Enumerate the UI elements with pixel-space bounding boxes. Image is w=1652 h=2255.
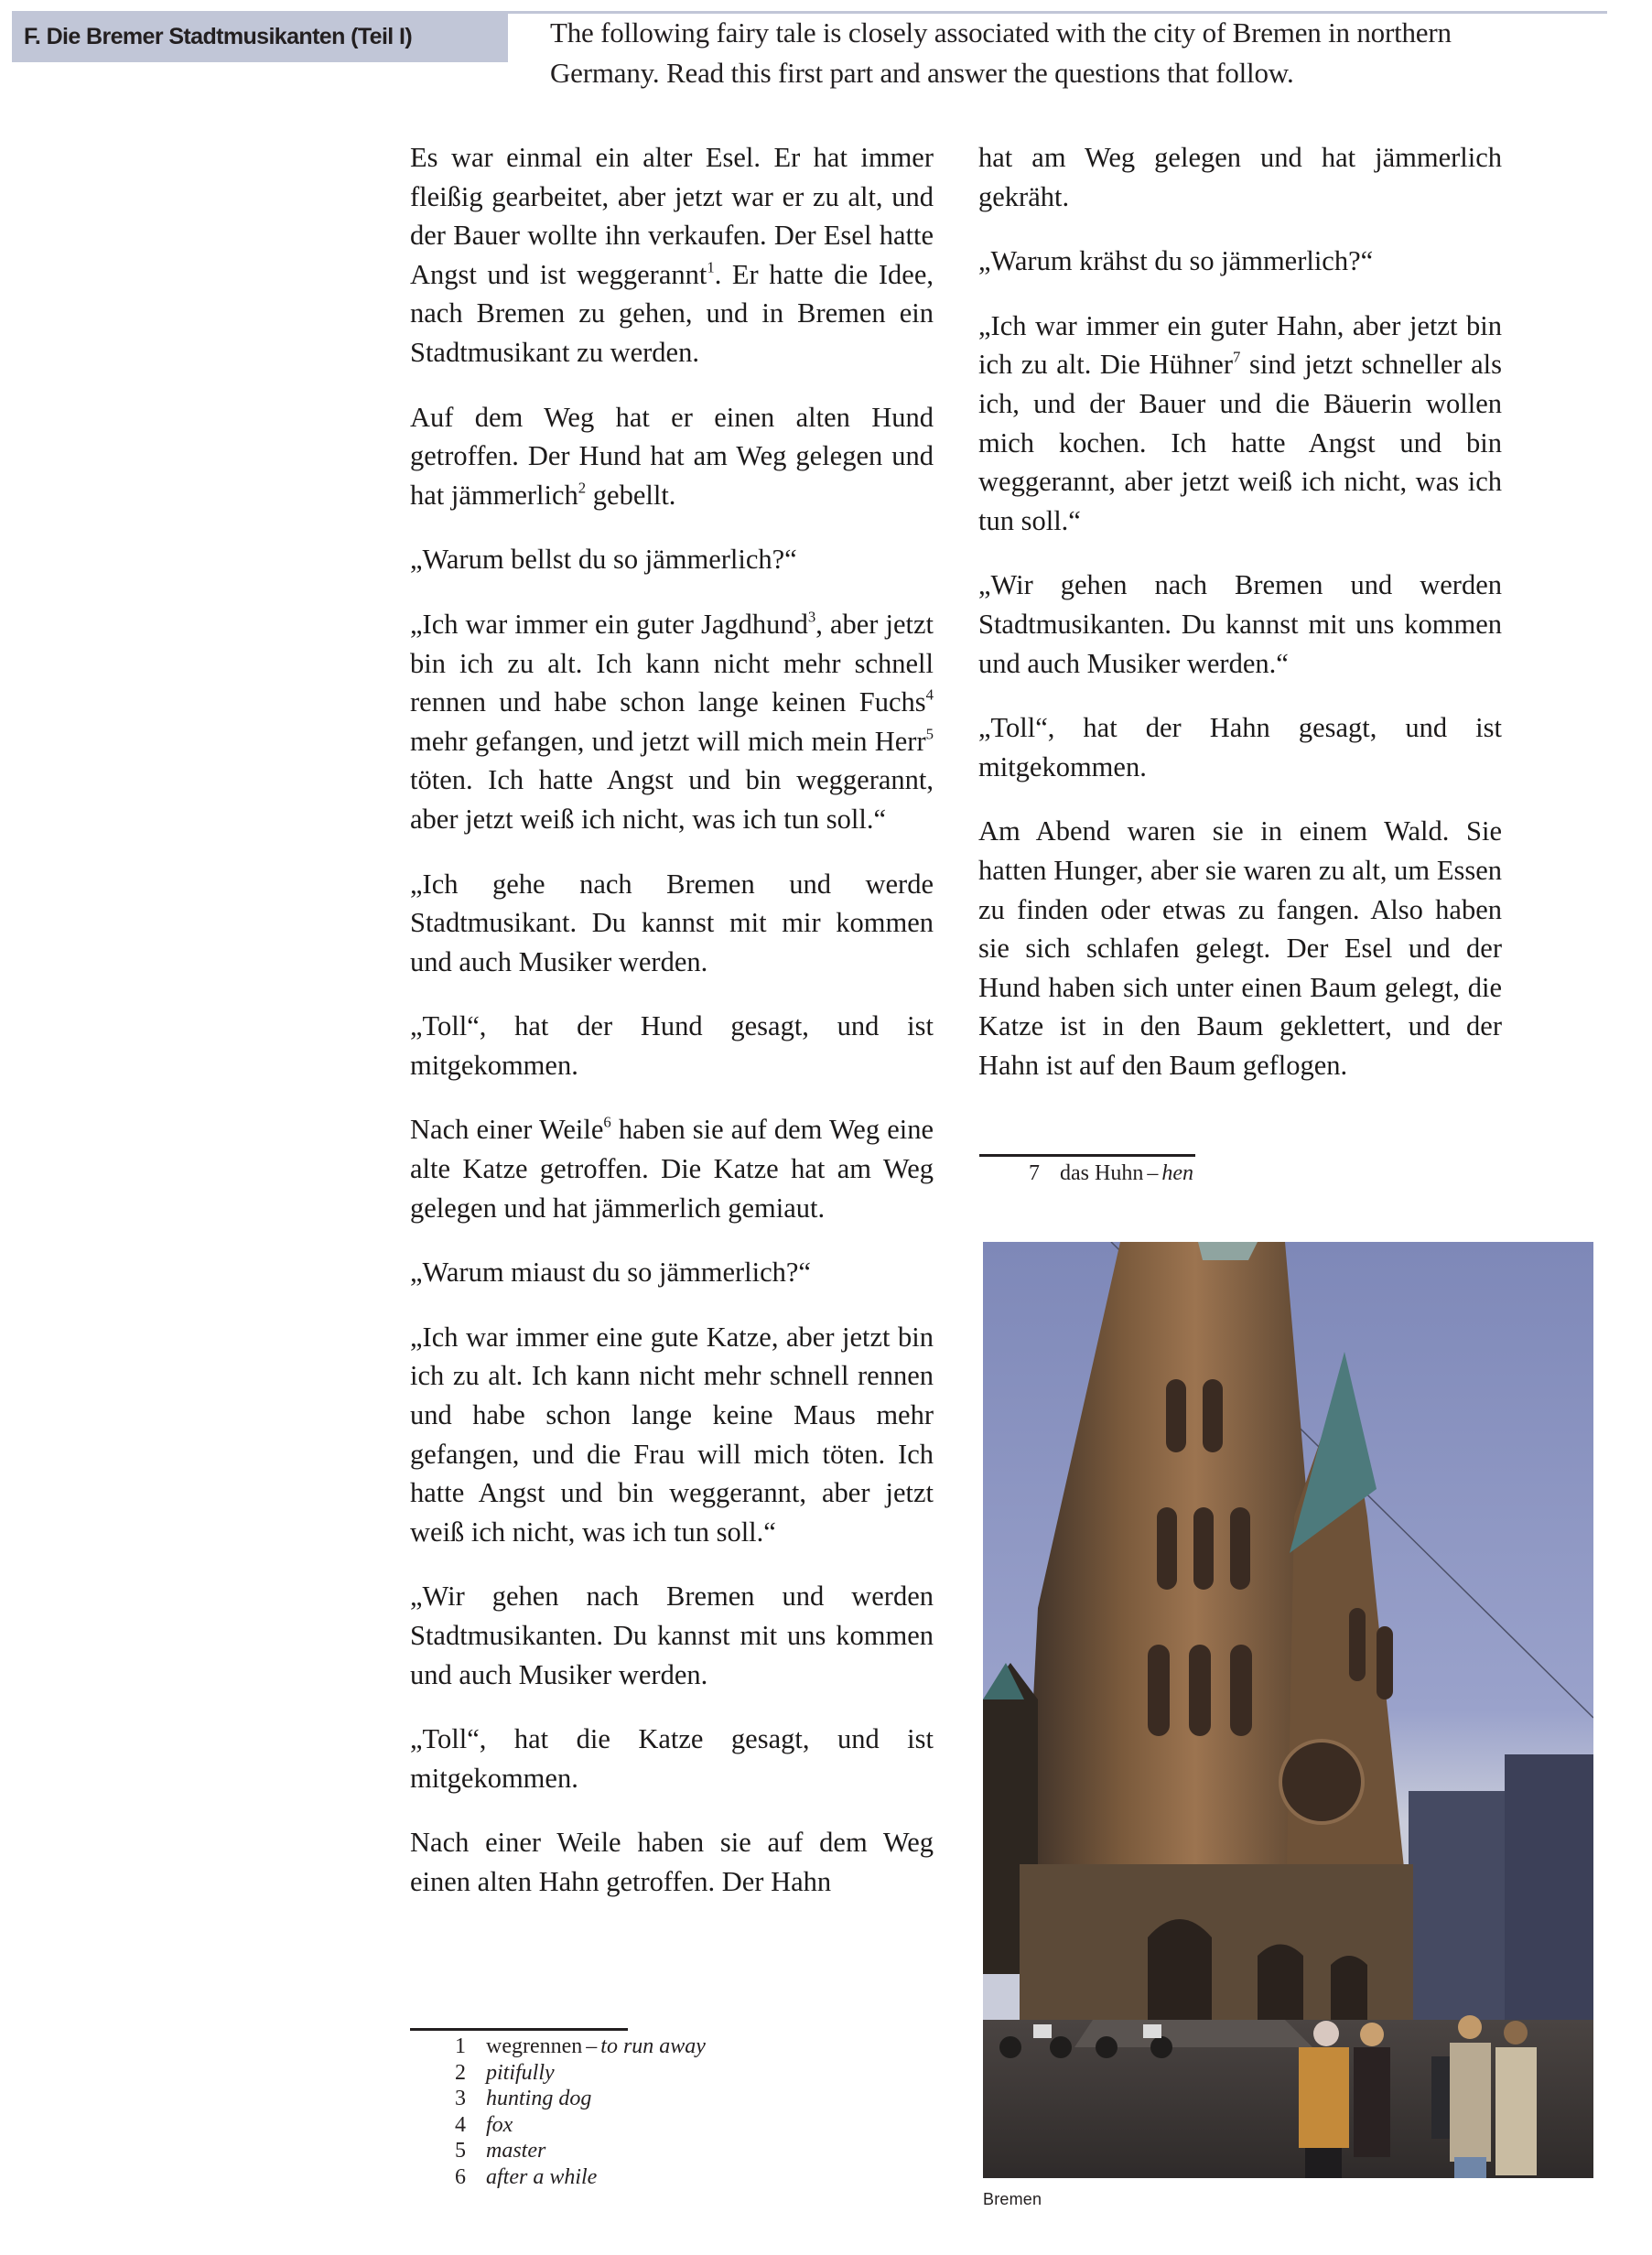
footnote-gloss: master bbox=[486, 2139, 546, 2163]
intro-line: Germany. Read this first part and answer the questions that follow. bbox=[550, 57, 1294, 89]
footnotes-list bbox=[1029, 1160, 1193, 1187]
footnote-gloss: hunting dog bbox=[486, 2087, 592, 2111]
footnote-gloss: hen bbox=[1161, 1161, 1193, 1185]
story-paragraph: „Warum bellst du so jämmerlich?“ bbox=[410, 544, 797, 576]
story-column-right bbox=[978, 138, 1502, 1110]
footnote-rule bbox=[979, 1154, 1195, 1157]
footnote-gloss: pitifully bbox=[486, 2060, 555, 2085]
intro-text bbox=[550, 13, 1603, 93]
story-paragraph: „Warum krähst du so jämmerlich?“ bbox=[978, 245, 1374, 277]
tower-top bbox=[1198, 1242, 1258, 1260]
story-paragraph: „Wir gehen nach Bremen und werden Stadtmusikanten. Du kannst mit uns kommen und auch Musiker werden. bbox=[410, 1581, 934, 1690]
footnote-gloss: after a while bbox=[486, 2164, 598, 2189]
story-paragraph: „Ich war immer ein guter Hahn, aber jetzt bin ich zu alt. Die Hühner$^7$ sind jetzt schneller als ich, und der Bauer und die Bäuerin wollen mich kochen. Ich hatte Angst und bin weggerannt, aber jetzt weiß ich nicht, was ich tun soll.“ bbox=[978, 309, 1502, 536]
footnote-rule bbox=[410, 2028, 628, 2031]
story-paragraph: „Ich war immer eine gute Katze, aber jetzt bin ich zu alt. Ich kann nicht mehr schnell rennen und habe schon lange keine Maus mehr gefangen, und die Frau will mich töten. Ich hatte Angst und bin weggerannt, aber jetzt weiß ich nicht, was ich tun soll.“ bbox=[410, 1321, 934, 1548]
story-paragraph: hat am Weg gelegen und hat jämmerlich gekräht. bbox=[978, 142, 1502, 212]
footnote-item bbox=[455, 2060, 706, 2087]
footnote-separator: – bbox=[586, 2034, 598, 2058]
story-paragraph: Am Abend waren sie in einem Wald. Sie hatten Hunger, aber sie waren zu alt, um Essen zu finden oder etwas zu fangen. Also haben sie sich schlafen gelegt. Der Esel und der Hund haben sich unter einen Baum gelegt, die Katze ist in den Baum geklettert, und der Hahn ist auf den Baum geflogen. bbox=[978, 815, 1502, 1081]
footnotes-list bbox=[455, 2034, 706, 2191]
story-paragraph: Es war einmal ein alter Esel. Er hat immer fleißig gearbeitet, aber jetzt war er zu alt, und der Bauer wollte ihn verkaufen. Der Esel hatte Angst und ist weggerannt$^1$. Er hatte die Idee, nach Bremen zu gehen, und in Bremen ein Stadtmusikant zu werden. bbox=[410, 142, 934, 368]
footnote-gloss: fox bbox=[486, 2112, 513, 2137]
story-column-left bbox=[410, 138, 934, 1927]
bremen-cathedral-photo bbox=[983, 1242, 1593, 2178]
footnote-item bbox=[1029, 1160, 1193, 1187]
footnote-number: 5 bbox=[455, 2139, 466, 2163]
footnote-number: 3 bbox=[455, 2087, 466, 2111]
footnote-number: 4 bbox=[455, 2112, 466, 2137]
footnote-term: wegrennen bbox=[486, 2034, 583, 2058]
cathedral-illustration bbox=[983, 1242, 1593, 2178]
footnote-gloss: to run away bbox=[600, 2034, 706, 2058]
footnote-item bbox=[455, 2112, 706, 2139]
footnote-number: 7 bbox=[1029, 1161, 1040, 1185]
photo-caption: Bremen bbox=[983, 2190, 1042, 2208]
footnote-item bbox=[455, 2164, 706, 2191]
section-title: F. Die Bremer Stadtmusikanten (Teil I) bbox=[24, 23, 413, 49]
footnote-item bbox=[455, 2138, 706, 2164]
story-paragraph: Auf dem Weg hat er einen alten Hund getroffen. Der Hund hat am Weg gelegen und hat jämmerlich$^2$ gebellt. bbox=[410, 401, 934, 511]
intro-line: The following fairy tale is closely associated with the city of Bremen in northern bbox=[550, 16, 1452, 49]
story-paragraph: Nach einer Weile haben sie auf dem Weg einen alten Hahn getroffen. Der Hahn bbox=[410, 1827, 934, 1897]
footnote-number: 6 bbox=[455, 2164, 466, 2189]
story-paragraph: Nach einer Weile$^6$ haben sie auf dem Weg eine alte Katze getroffen. Die Katze hat am Weg gelegen und hat jämmerlich gemiaut. bbox=[410, 1113, 934, 1224]
footnote-number: 2 bbox=[455, 2060, 466, 2085]
story-paragraph: „Toll“, hat der Hahn gesagt, und ist mitgekommen. bbox=[978, 712, 1502, 782]
story-paragraph: „Toll“, hat der Hund gesagt, und ist mitgekommen. bbox=[410, 1010, 934, 1081]
footnote-number: 1 bbox=[455, 2034, 466, 2058]
footnote-term: das Huhn bbox=[1060, 1161, 1144, 1185]
footnote-separator: – bbox=[1147, 1161, 1159, 1185]
footnote-item bbox=[455, 2034, 706, 2060]
modern-building bbox=[1505, 1754, 1593, 2020]
story-paragraph: „Toll“, hat die Katze gesagt, und ist mitgekommen. bbox=[410, 1723, 934, 1794]
section-header-bar bbox=[12, 11, 508, 62]
story-paragraph: „Ich war immer ein guter Jagdhund$^3$, aber jetzt bin ich zu alt. Ich kann nicht mehr schnell rennen und habe schon lange keinen Fuchs$^4$ mehr gefangen, und jetzt will mich mein Herr$^5$ töten. Ich hatte Angst und bin weggerannt, aber jetzt weiß ich nicht, was ich tun soll.“ bbox=[410, 608, 934, 835]
story-paragraph: „Warum miaust du so jämmerlich?“ bbox=[410, 1257, 811, 1289]
story-paragraph: „Wir gehen nach Bremen und werden Stadtmusikanten. Du kannst mit uns kommen und auch Musiker werden.“ bbox=[978, 569, 1502, 679]
footnote-item bbox=[455, 2086, 706, 2112]
story-paragraph: „Ich gehe nach Bremen und werde Stadtmusikant. Du kannst mit mir kommen und auch Musiker werden. bbox=[410, 868, 934, 977]
rose-window bbox=[1280, 1741, 1363, 1823]
